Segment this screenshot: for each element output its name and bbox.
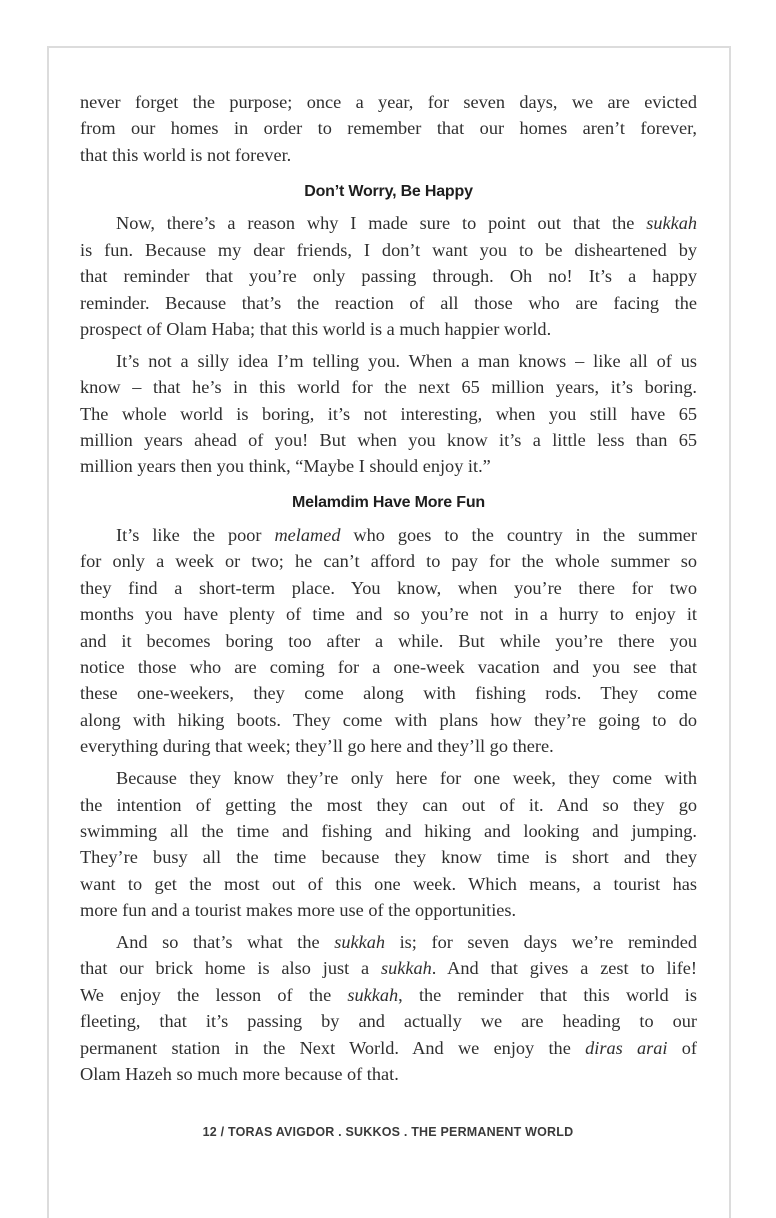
- text-segment: We enjoy the lesson of the: [80, 984, 348, 1005]
- text-segment: who goes to the country in the summer: [340, 525, 697, 546]
- text-line: prospect of Olam Haba; that this world is a much happier world.: [80, 318, 552, 339]
- text-segment: . And that gives a zest to life!: [431, 958, 697, 979]
- text-line: They’re busy all the time because they know time is short and they: [80, 847, 697, 868]
- text-line: fleeting, that it’s passing by and actually we are heading to our: [80, 1011, 697, 1032]
- text-line: never forget the purpose; once a year, for seven days, we are evicted: [80, 92, 697, 112]
- italic-term: sukkah: [380, 958, 432, 979]
- italic-term: sukkah: [347, 984, 399, 1005]
- text-segment: permanent station in the Next World. And we enjoy the: [80, 1037, 586, 1058]
- text-line: months you have plenty of time and so you’re not in a hurry to enjoy it: [80, 604, 697, 625]
- italic-term: sukkah: [646, 213, 697, 234]
- text-segment: Now, there’s a reason why I made sure to point out that the: [116, 213, 647, 234]
- text-line: and it becomes boring too after a while. But while you’re there you: [80, 630, 697, 651]
- italic-term: melamed: [274, 525, 341, 546]
- text-line: [80, 522, 697, 548]
- text-line: they find a short-term place. You know, when you’re there for two: [80, 577, 697, 598]
- text-line: is fun. Because my dear friends, I don’t want you to be disheartened by: [80, 239, 697, 260]
- text-line: know – that he’s in this world for the next 65 million years, it’s boring.: [80, 377, 697, 398]
- paragraph: [80, 348, 697, 480]
- text-line: notice those who are coming for a one-week vacation and you see that: [80, 657, 697, 677]
- text-segment: It’s like the poor: [116, 525, 275, 546]
- text-segment: of: [667, 1037, 697, 1058]
- text-line: [80, 955, 697, 981]
- paragraph: [80, 929, 697, 1087]
- text-segment: that our brick home is also just a: [80, 958, 381, 979]
- text-line: million years ahead of you! But when you know it’s a little less than 65: [80, 430, 697, 451]
- text-line: everything during that week; they’ll go here and they’ll go there.: [80, 736, 554, 757]
- text-line: for only a week or two; he can’t afford to pay for the whole summer so: [80, 551, 697, 572]
- text-line: from our homes in order to remember that our homes aren’t forever,: [80, 118, 697, 139]
- text-line: [80, 1035, 697, 1061]
- text-line: The whole world is boring, it’s not interesting, when you still have 65: [80, 403, 697, 424]
- text-line: Because they know they’re only here for one week, they come with: [116, 768, 697, 789]
- text-segment: , the reminder that this world is: [398, 984, 697, 1005]
- page-footer: 12 / TORAS AVIGDOR . SUKKOS . THE PERMANENT WORLD: [202, 1125, 574, 1139]
- section-heading: Melamdim Have More Fun: [292, 494, 485, 512]
- text-line: [80, 929, 697, 955]
- paragraph: [80, 522, 697, 760]
- text-line: want to get the most out of this one week. Which means, a tourist has: [80, 873, 697, 894]
- text-line: that reminder that you’re only passing through. Oh no! It’s a happy: [80, 266, 697, 287]
- text-segment: is; for seven days we’re reminded: [385, 932, 697, 953]
- text-line: million years then you think, “Maybe I should enjoy it.”: [80, 456, 491, 477]
- text-line: [80, 210, 697, 236]
- text-line: the intention of getting the most they can out of it. And so they go: [80, 794, 697, 815]
- page-body: [80, 89, 697, 1087]
- text-line: that this world is not forever.: [80, 144, 292, 165]
- text-segment: And so that’s what the: [116, 932, 335, 953]
- text-line: [80, 982, 697, 1008]
- text-line: reminder. Because that’s the reaction of all those who are facing the: [80, 292, 697, 313]
- text-line: these one-weekers, they come along with fishing rods. They come: [80, 683, 697, 704]
- italic-term: diras arai: [585, 1037, 668, 1058]
- text-line: Olam Hazeh so much more because of that.: [80, 1064, 399, 1085]
- text-line: It’s not a silly idea I’m telling you. When a man knows – like all of us: [116, 350, 697, 371]
- italic-term: sukkah: [334, 932, 385, 953]
- text-line: more fun and a tourist makes more use of the opportunities.: [80, 900, 517, 921]
- paragraph: [80, 210, 697, 342]
- paragraph: [80, 89, 697, 168]
- text-line: along with hiking boots. They come with plans how they’re going to do: [80, 709, 697, 730]
- section-heading: Don’t Worry, Be Happy: [304, 182, 473, 200]
- text-line: swimming all the time and fishing and hiking and looking and jumping.: [80, 820, 697, 841]
- paragraph: [80, 765, 697, 923]
